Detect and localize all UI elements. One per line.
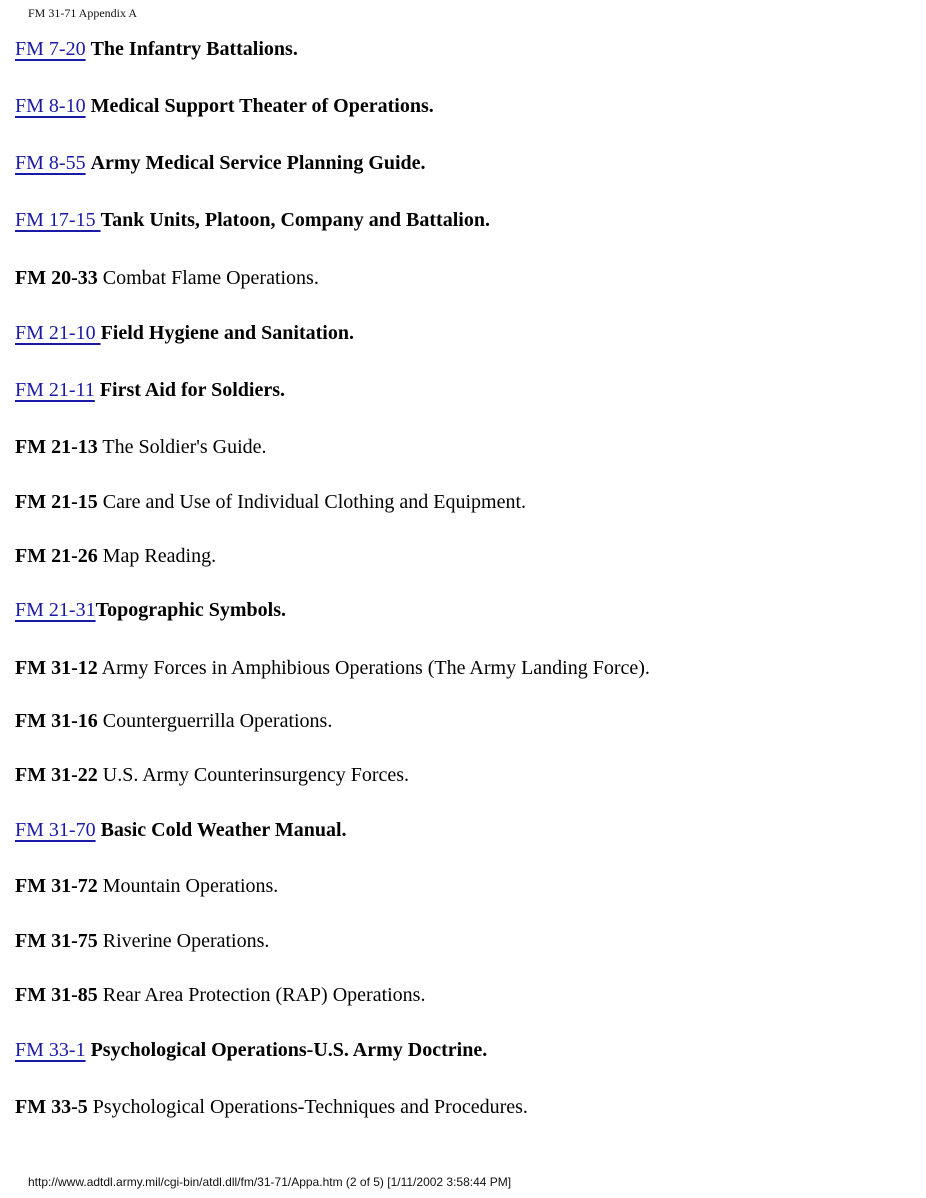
reference-entry bbox=[15, 543, 216, 569]
reference-number: FM 31-12 bbox=[15, 657, 98, 679]
reference-link[interactable]: FM 21-10 bbox=[15, 322, 101, 344]
reference-entry bbox=[15, 655, 650, 681]
reference-number: FM 31-16 bbox=[15, 710, 98, 732]
reference-title: Rear Area Protection (RAP) Operations. bbox=[102, 984, 426, 1006]
reference-link[interactable]: FM 31-70 bbox=[15, 819, 96, 841]
reference-entry bbox=[15, 597, 286, 623]
reference-title: Counterguerrilla Operations. bbox=[102, 710, 333, 732]
reference-number: FM 21-13 bbox=[15, 436, 98, 458]
reference-link[interactable]: FM 8-55 bbox=[15, 152, 86, 174]
reference-number: FM 33-5 bbox=[15, 1096, 88, 1118]
reference-entry bbox=[15, 762, 409, 788]
reference-title: Riverine Operations. bbox=[102, 930, 270, 952]
reference-number: FM 31-85 bbox=[15, 984, 98, 1006]
reference-entry bbox=[15, 817, 347, 843]
reference-link[interactable]: FM 7-20 bbox=[15, 38, 86, 60]
reference-title: Army Forces in Amphibious Operations (The Army Landing Force). bbox=[101, 657, 650, 679]
reference-entry bbox=[15, 982, 425, 1008]
reference-entry bbox=[15, 93, 434, 119]
reference-entry bbox=[15, 434, 267, 460]
reference-title: Basic Cold Weather Manual. bbox=[100, 819, 347, 841]
reference-title: Topographic Symbols. bbox=[95, 599, 287, 621]
reference-entry bbox=[15, 265, 319, 291]
reference-title: Combat Flame Operations. bbox=[102, 267, 319, 289]
reference-number: FM 31-72 bbox=[15, 875, 98, 897]
reference-link[interactable]: FM 8-10 bbox=[15, 95, 86, 117]
reference-title: Field Hygiene and Sanitation. bbox=[100, 322, 354, 344]
reference-number: FM 21-15 bbox=[15, 491, 98, 513]
reference-entry bbox=[15, 150, 426, 176]
reference-number: FM 21-26 bbox=[15, 545, 98, 567]
reference-number: FM 31-22 bbox=[15, 764, 98, 786]
reference-entry bbox=[15, 708, 332, 734]
reference-title: The Soldier's Guide. bbox=[102, 436, 267, 458]
reference-number: FM 20-33 bbox=[15, 267, 98, 289]
reference-link[interactable]: FM 17-15 bbox=[15, 209, 101, 231]
reference-entry bbox=[15, 1094, 528, 1120]
reference-entry bbox=[15, 1037, 487, 1063]
reference-link[interactable]: FM 21-31 bbox=[15, 599, 96, 621]
page-footer-url: http://www.adtdl.army.mil/cgi-bin/atdl.dll/fm/31-71/Appa.htm (2 of 5) [1/11/2002 3:58:44 PM] bbox=[28, 1175, 512, 1189]
reference-title: Army Medical Service Planning Guide. bbox=[90, 152, 426, 174]
reference-title: Medical Support Theater of Operations. bbox=[90, 95, 434, 117]
reference-entry bbox=[15, 377, 285, 403]
reference-title: First Aid for Soldiers. bbox=[99, 379, 286, 401]
reference-title: Care and Use of Individual Clothing and Equipment. bbox=[102, 491, 527, 513]
reference-number: FM 31-75 bbox=[15, 930, 98, 952]
reference-title: Tank Units, Platoon, Company and Battalion. bbox=[100, 209, 490, 231]
reference-title: U.S. Army Counterinsurgency Forces. bbox=[102, 764, 410, 786]
reference-entry bbox=[15, 873, 278, 899]
reference-title: Mountain Operations. bbox=[102, 875, 279, 897]
reference-link[interactable]: FM 33-1 bbox=[15, 1039, 86, 1061]
reference-title: Map Reading. bbox=[102, 545, 217, 567]
reference-title: The Infantry Battalions. bbox=[90, 38, 298, 60]
reference-link[interactable]: FM 21-11 bbox=[15, 379, 95, 401]
reference-entry bbox=[15, 36, 298, 62]
reference-entry bbox=[15, 207, 490, 233]
reference-title: Psychological Operations-U.S. Army Doctrine. bbox=[90, 1039, 488, 1061]
page-header: FM 31-71 Appendix A bbox=[28, 6, 138, 20]
reference-entry bbox=[15, 489, 526, 515]
reference-entry bbox=[15, 320, 354, 346]
reference-title: Psychological Operations-Techniques and Procedures. bbox=[92, 1096, 528, 1118]
reference-entry bbox=[15, 928, 269, 954]
